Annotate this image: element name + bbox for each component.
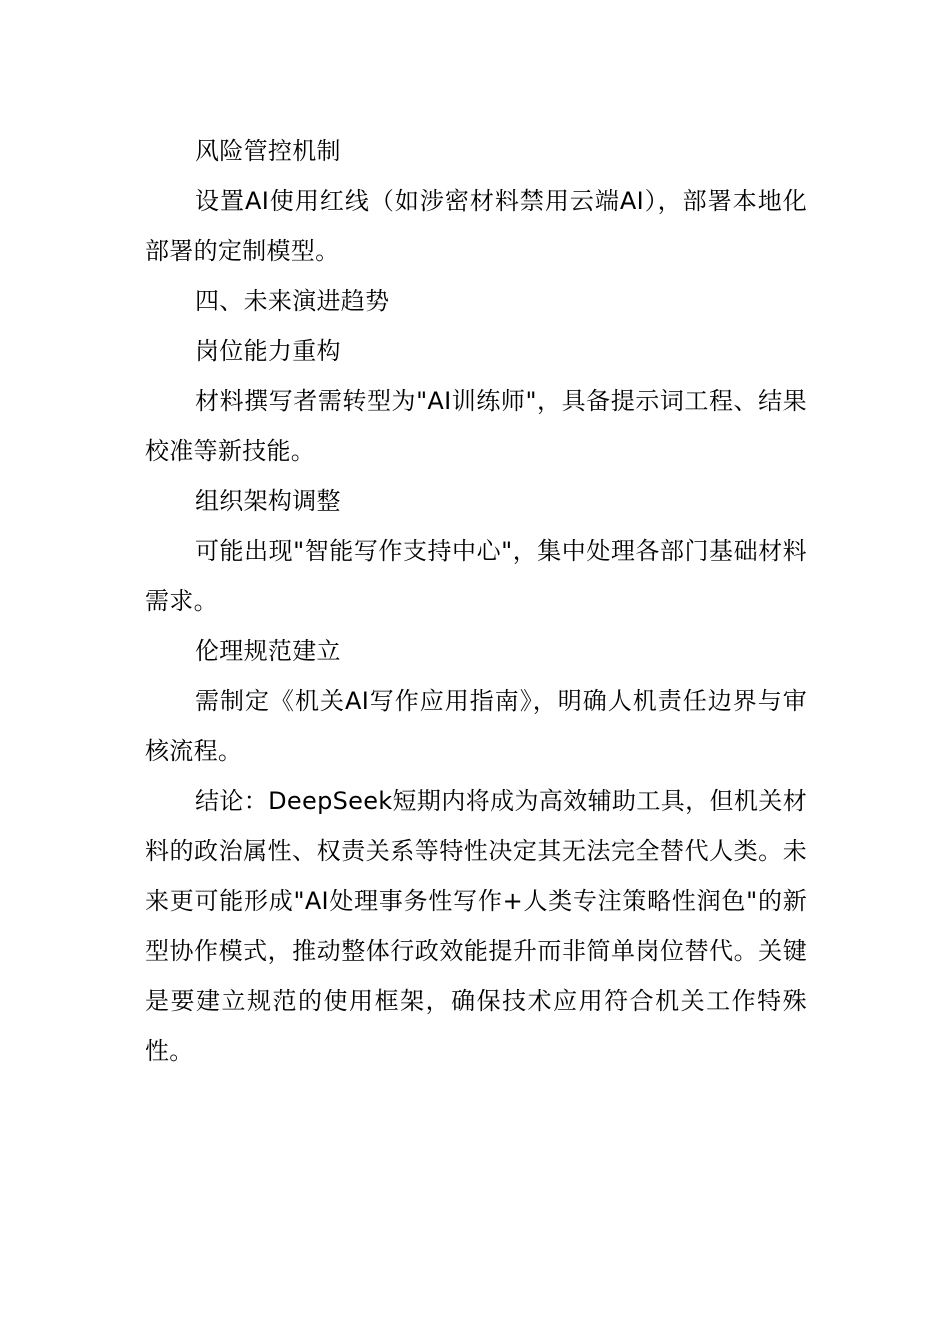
section-heading-ethics: 伦理规范建立 <box>195 637 341 665</box>
document-body <box>145 126 807 1076</box>
paragraph-ethics: 需制定《机关AI写作应用指南》，明确人机责任边界与审核流程。 <box>145 687 807 765</box>
section-heading-role-restructure: 岗位能力重构 <box>195 337 341 365</box>
paragraph-role-restructure: 材料撰写者需转型为"AI训练师"，具备提示词工程、结果校准等新技能。 <box>145 387 807 465</box>
paragraph-conclusion: 结论：DeepSeek短期内将成为高效辅助工具，但机关材料的政治属性、权责关系等特性决定其无法完全替代人类。未来更可能形成"AI处理事务性写作+人类专注策略性润色"的新型协作模式，推动整体行政效能提升而非简单岗位替代。关键是要建立规范的使用框架，确保技术应用符合机关工作特殊性。 <box>145 787 807 1065</box>
paragraph-org-adjustment: 可能出现"智能写作支持中心"，集中处理各部门基础材料需求。 <box>145 537 807 615</box>
chapter-heading-future-trends: 四、未来演进趋势 <box>195 287 390 315</box>
section-heading-org-adjustment: 组织架构调整 <box>195 487 341 515</box>
section-heading-risk-control: 风险管控机制 <box>195 137 341 165</box>
paragraph-risk-control: 设置AI使用红线（如涉密材料禁用云端AI），部署本地化部署的定制模型。 <box>145 187 807 265</box>
